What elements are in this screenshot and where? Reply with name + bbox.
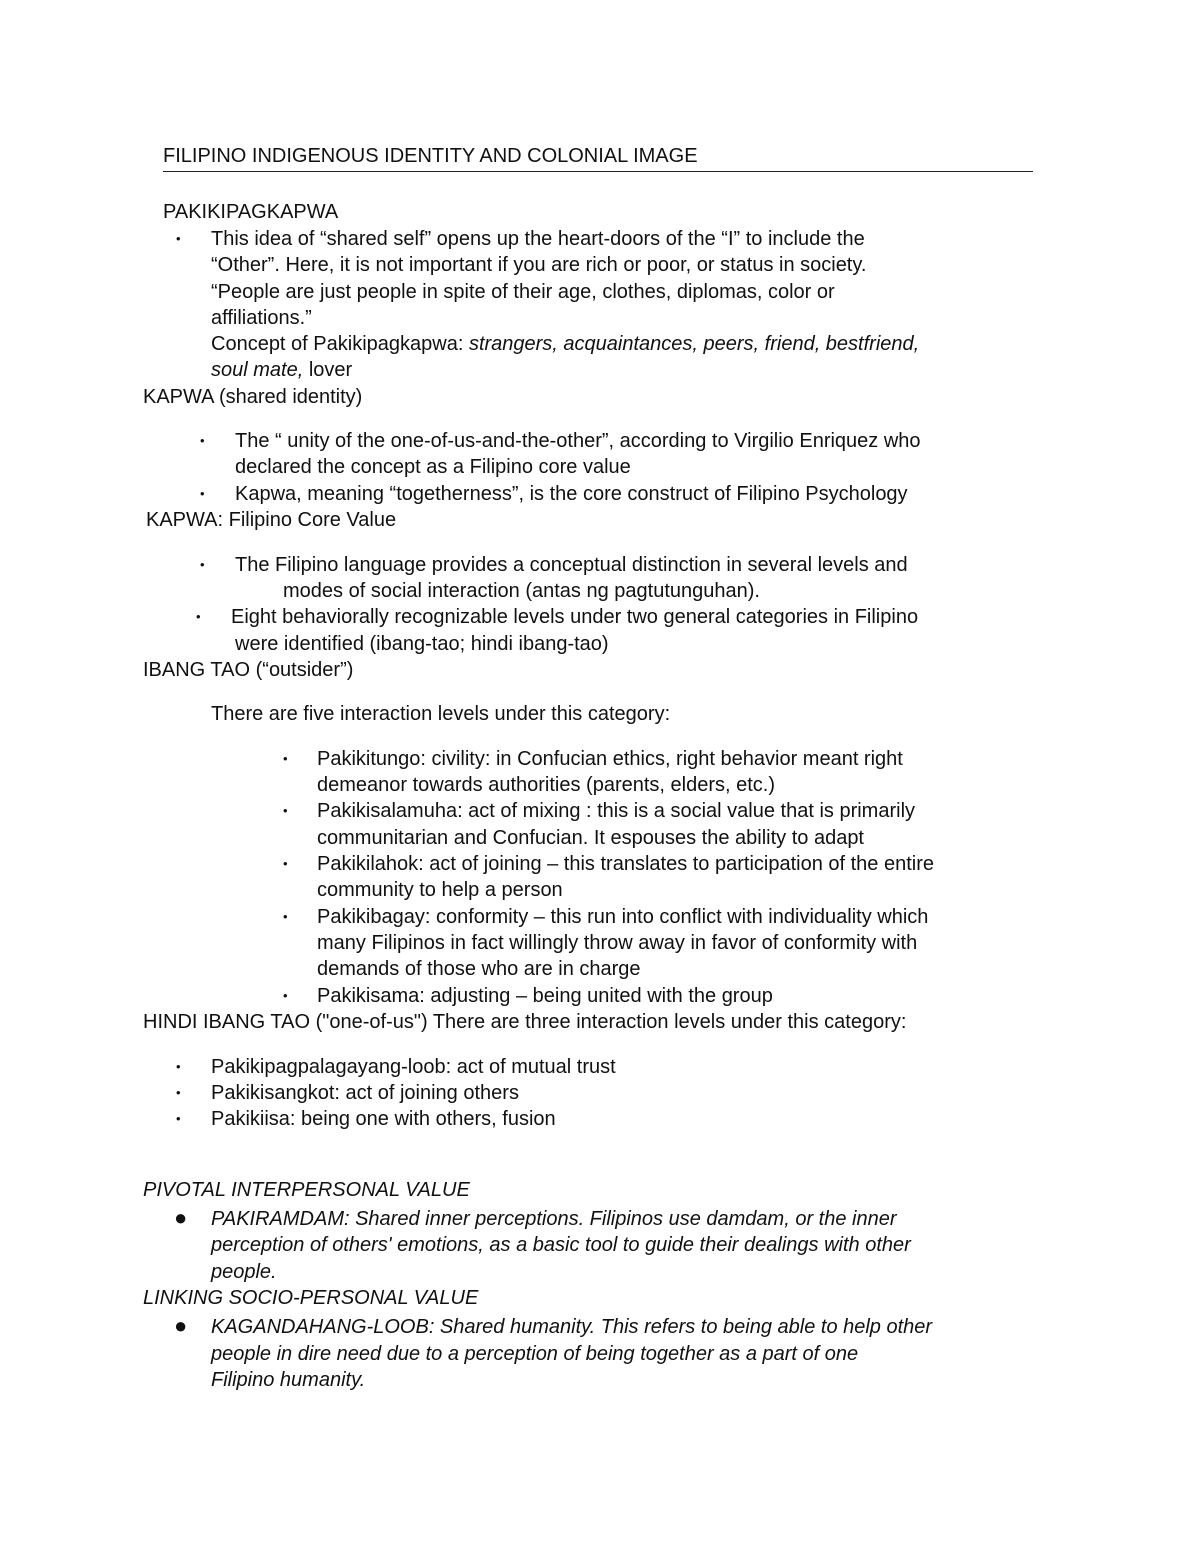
list-item-line: demands of those who are in charge [317, 958, 641, 980]
document-title: FILIPINO INDIGENOUS IDENTITY AND COLONIAL IMAGE [163, 144, 1033, 172]
bullet-icon: • [200, 486, 205, 501]
paragraph-line: Eight behaviorally recognizable levels under two general categories in Filipino [231, 606, 919, 628]
list-item-line: demeanor towards authorities (parents, elders, etc.) [317, 774, 775, 796]
bullet-icon: • [176, 1111, 181, 1126]
bullet-icon: • [176, 1085, 181, 1100]
paragraph-line: This idea of “shared self” opens up the heart-doors of the “I” to include the [211, 228, 865, 250]
section-heading-pakikipagkapwa: PAKIKIPAGKAPWA [163, 201, 339, 223]
list-item-line: Pakikiisa: being one with others, fusion [211, 1108, 556, 1130]
paragraph-line: There are five interaction levels under this category: [211, 703, 671, 725]
bullet-icon: • [176, 231, 181, 246]
paragraph-line: declared the concept as a Filipino core value [235, 456, 631, 478]
list-item-line: Pakikibagay: conformity – this run into conflict with individuality which [317, 906, 929, 928]
concept-end: lover [303, 359, 353, 381]
paragraph-line: “People are just people in spite of their age, clothes, diplomas, color or [211, 281, 835, 303]
concept-line [211, 331, 919, 357]
paragraph-line: perception of others' emotions, as a basic tool to guide their dealings with other [211, 1234, 911, 1256]
concept-line-2 [211, 357, 352, 383]
concept-terms: strangers, acquaintances, peers, friend, bestfriend, [468, 333, 920, 355]
bullet-icon: • [283, 856, 288, 871]
list-item-line: Pakikisama: adjusting – being united with the group [317, 985, 773, 1007]
bullet-icon: • [283, 988, 288, 1003]
bullet-icon: • [283, 751, 288, 766]
section-heading-linking: LINKING SOCIO-PERSONAL VALUE [143, 1287, 479, 1309]
paragraph-line: were identified (ibang-tao; hindi ibang-tao) [235, 633, 609, 655]
paragraph-line: Filipino humanity. [211, 1369, 366, 1391]
paragraph-line: KAGANDAHANG-LOOB: Shared humanity. This refers to being able to help other [211, 1316, 933, 1338]
list-item-line: Pakikisalamuha: act of mixing : this is a social value that is primarily [317, 800, 916, 822]
list-item-line: Pakikilahok: act of joining – this translates to participation of the entire [317, 853, 935, 875]
concept-terms-2: soul mate, [211, 359, 304, 381]
section-heading-ibang-tao: IBANG TAO (“outsider”) [143, 659, 354, 681]
concept-label: Concept of Pakikipagkapwa: [211, 333, 469, 355]
bullet-icon: • [283, 803, 288, 818]
paragraph-line: affiliations.” [211, 307, 312, 329]
bullet-icon: ● [174, 1205, 188, 1230]
paragraph-line: Kapwa, meaning “togetherness”, is the core construct of Filipino Psychology [235, 483, 908, 505]
paragraph-line: The “ unity of the one-of-us-and-the-other”, according to Virgilio Enriquez who [235, 430, 921, 452]
section-heading-pivotal: PIVOTAL INTERPERSONAL VALUE [143, 1179, 470, 1201]
section-heading-kapwa-core: KAPWA: Filipino Core Value [146, 509, 397, 531]
bullet-icon: • [176, 1059, 181, 1074]
paragraph-line: modes of social interaction (antas ng pagtutunguhan). [283, 580, 760, 602]
list-item-line: many Filipinos in fact willingly throw away in favor of conformity with [317, 932, 918, 954]
list-item-line: Pakikipagpalagayang-loob: act of mutual trust [211, 1056, 616, 1078]
paragraph-line: The Filipino language provides a conceptual distinction in several levels and [235, 554, 908, 576]
paragraph-line: people in dire need due to a perception of being together as a part of one [211, 1343, 859, 1365]
bullet-icon: • [283, 909, 288, 924]
section-heading-kapwa: KAPWA (shared identity) [143, 386, 363, 408]
bullet-icon: • [196, 609, 201, 624]
paragraph-line: PAKIRAMDAM: Shared inner perceptions. Filipinos use damdam, or the inner [211, 1208, 897, 1230]
bullet-icon: • [200, 433, 205, 448]
list-item-line: community to help a person [317, 879, 563, 901]
paragraph-line: people. [211, 1261, 277, 1283]
bullet-icon: ● [174, 1313, 188, 1338]
list-item-line: communitarian and Confucian. It espouses the ability to adapt [317, 827, 864, 849]
list-item-line: Pakikitungo: civility: in Confucian ethics, right behavior meant right [317, 748, 903, 770]
bullet-icon: • [200, 557, 205, 572]
list-item-line: Pakikisangkot: act of joining others [211, 1082, 519, 1104]
paragraph-line: “Other”. Here, it is not important if you are rich or poor, or status in society. [211, 254, 867, 276]
section-heading-hindi-ibang-tao: HINDI IBANG TAO ("one-of-us") There are three interaction levels under this category: [143, 1011, 907, 1033]
